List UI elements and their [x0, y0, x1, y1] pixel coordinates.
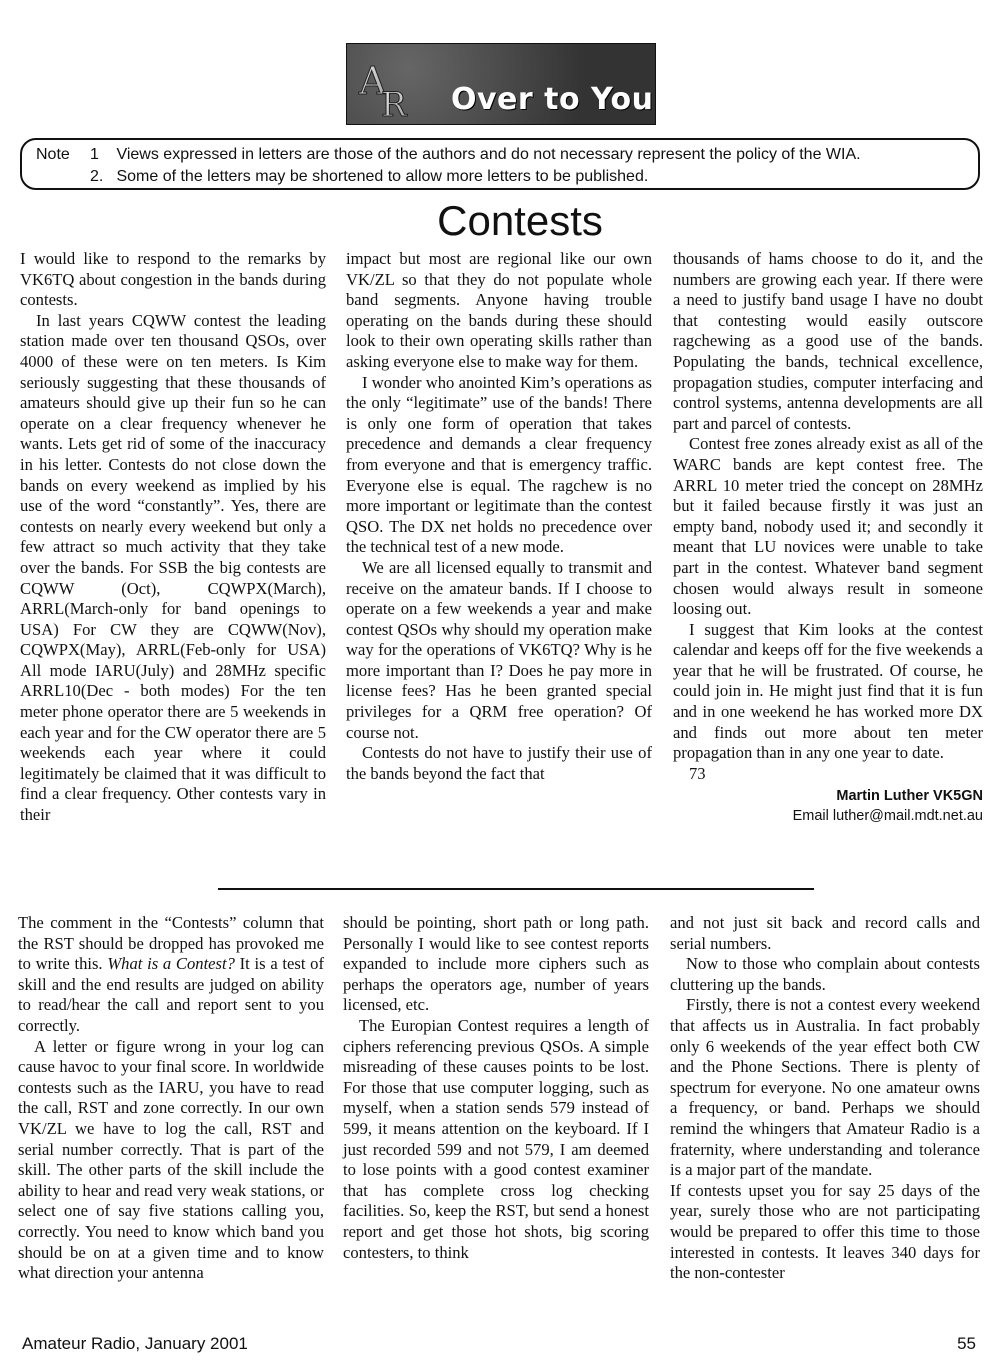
- footer-page-number: 55: [957, 1334, 976, 1353]
- author-name: Martin Luther VK5GN: [836, 788, 983, 805]
- paragraph: We are all licensed equally to transmit and receive on the amateur bands. If I choose to operate on a few weekends a year and make contest QSOs why should my operation make way for the operations of VK6TQ? Why is he more important than I? Does he pay more in license fees? Has he been granted special privileges for a QRM free operation? Of course not.: [346, 557, 652, 742]
- note-label: Note: [36, 146, 70, 163]
- paragraph-continuation: and not just sit back and record calls and serial numbers.: [670, 913, 980, 953]
- note-text: Some of the letters may be shortened to allow more letters to be published.: [116, 168, 649, 185]
- letter2-column-1: [18, 913, 324, 1284]
- intro-text: The comment in the “Contests” column that the RST should be dropped has provoked me to write this.: [18, 913, 324, 974]
- paragraph: [18, 913, 324, 1037]
- ar-logo: [355, 58, 419, 120]
- svg-text:A: A: [359, 59, 387, 103]
- note-number: 2.: [90, 168, 104, 185]
- paragraph: If contests upset you for say 25 days of the year, surely those who are not participating would be prepared to offer this time to those interested in contests. It leaves 340 days for the non-contester: [670, 1180, 980, 1283]
- paragraph: In last years CQWW contest the leading station made over ten thousand QSOs, over 4000 of these were on ten meters. Is Kim seriously suggesting that these thousands of amateurs should give up their fun so he can operate on a clear frequency whenever he wants. Lets get rid of some of the inaccuracy in his letter. Contests do not close down the bands on every weekend as implied by his use of the word “constantly”. Yes, there are contests on nearly every weekend but only a few attract so much activity that they take over the bands. For SSB the big contests are CQWW (Oct), CQWPX(March), ARRL(March-only for band openings to USA) For CW they are CQWW(Nov), CQWPX(May), ARRL(Feb-only for USA) All mode IARU(July) and 28MHz specific ARRL10(Dec - both modes) For the ten meter phone operator there are 5 weekends in each year and for the CW operator there are 5 weekends each year where it could legitimately be claimed that it was difficult to find a clear frequency. Other contests vary in their: [20, 310, 326, 825]
- note-number: 1: [90, 146, 99, 163]
- paragraph: I wonder who anointed Kim’s operations as the only “legitimate” use of the bands! There is only one form of operation that takes precedence and demands a clear frequency from everyone and that is emergency traffic. Everyone else is equal. The ragchew is no more important or legitimate than the contest QSO. The DX net holds no precedence over the technical test of a new mode.: [346, 372, 652, 557]
- note-item: [90, 144, 861, 166]
- footer-publication: Amateur Radio, January 2001: [22, 1334, 248, 1353]
- intro-rest: It is a test of skill and the end results are judged on ability to read/hear the call and report sent to you correctly.: [18, 954, 325, 1035]
- paragraph: Now to those who complain about contests cluttering up the bands.: [670, 954, 980, 994]
- editorial-notes-box: [20, 138, 980, 190]
- article-column-3: [673, 249, 983, 826]
- section-title: Over to You: [451, 82, 654, 117]
- paragraph-continuation: impact but most are regional like our own VK/ZL so that they do not populate whole band segments. Anyone having trouble operating on the bands during these should look to their own operating skills rather than asking everyone else to make way for them.: [346, 249, 652, 371]
- article-title: Contests: [437, 197, 603, 244]
- note-item: [90, 166, 648, 188]
- author-email: Email luther@mail.mdt.net.au: [792, 808, 983, 825]
- paragraph: Firstly, there is not a contest every weekend that affects us in Australia. In fact probably only 6 weekends of the year effect both CW and the Phone Sections. There is plenty of spectrum for everyone. No one amateur owns a frequency, or band. Perhaps we should remind the whingers that Amateur Radio is a fraternity, where understanding and tolerance is a major part of the mandate.: [670, 995, 980, 1180]
- article-column-1: [20, 249, 326, 826]
- paragraph: Contest free zones already exist as all of the WARC bands are kept contest free. The ARRL 10 meter tried the concept on 28MHz but it failed because firstly it was just an empty band, nobody used it; and secondly it meant that LU novices were unable to take part in the contest. Whatever band segment chosen would always result in someone loosing out.: [673, 434, 983, 619]
- paragraph: I suggest that Kim looks at the contest calendar and keeps off for the five weekends a year that he will be frustrated. Of course, he could join in. He might just find that it is fun and in one weekend he has worked more DX and finds out more about ten meter propagation than in any one year to date.: [673, 619, 983, 763]
- paragraph-continuation: should be pointing, short path or long path. Personally I would like to see contest reports expanded to include more ciphers such as perhaps the operators age, number of years licensed, etc.: [343, 913, 649, 1015]
- intro-italic: What is a Contest?: [107, 954, 235, 974]
- svg-text:R: R: [381, 85, 407, 120]
- letter2-column-3: [670, 913, 980, 1284]
- signoff: 73: [689, 763, 706, 783]
- letter-divider: [218, 888, 814, 890]
- paragraph: A letter or figure wrong in your log can cause havoc to your final score. In worldwide contests such as the IARU, you have to read the call, RST and zone correctly. In our own VK/ZL we have to log the call, RST and serial number correctly. That is part of the skill. The other parts of the skill include the ability to hear and read very weak stations, or select one of say five stations calling you, correctly. You need to know which band you should be on at a given time and to know what direction your antenna: [18, 1036, 324, 1283]
- paragraph-continuation: thousands of hams choose to do it, and the numbers are growing each year. If there were a need to justify band usage I have no doubt that contesting would easily outscore ragchewing as a good use of the bands. Populating the bands, technical excellence, propagation studies, computer interfacing and control systems, antenna developments are all part and parcel of contests.: [673, 249, 983, 433]
- paragraph: I would like to respond to the remarks by VK6TQ about congestion in the bands during contests.: [20, 249, 326, 310]
- article-column-2: [346, 249, 652, 784]
- letter2-column-2: [343, 913, 649, 1263]
- note-text: Views expressed in letters are those of the authors and do not necessary represent the policy of the WIA.: [116, 146, 861, 163]
- section-banner: [346, 43, 656, 125]
- paragraph: The Europian Contest requires a length of ciphers referencing previous QSOs. A simple misreading of these causes points to be lost. For those that use computer logging, such as myself, when a station sends 579 instead of 599, it means attention on the keyboard. If I just recorded 599 and not 579, I am deemed to lose points with a good contest examiner that has complete cross log checking facilities. So, keep the RST, but send a honest report and get those hot shots, big scoring contesters, to think: [343, 1015, 649, 1262]
- paragraph: Contests do not have to justify their use of the bands beyond the fact that: [346, 743, 652, 783]
